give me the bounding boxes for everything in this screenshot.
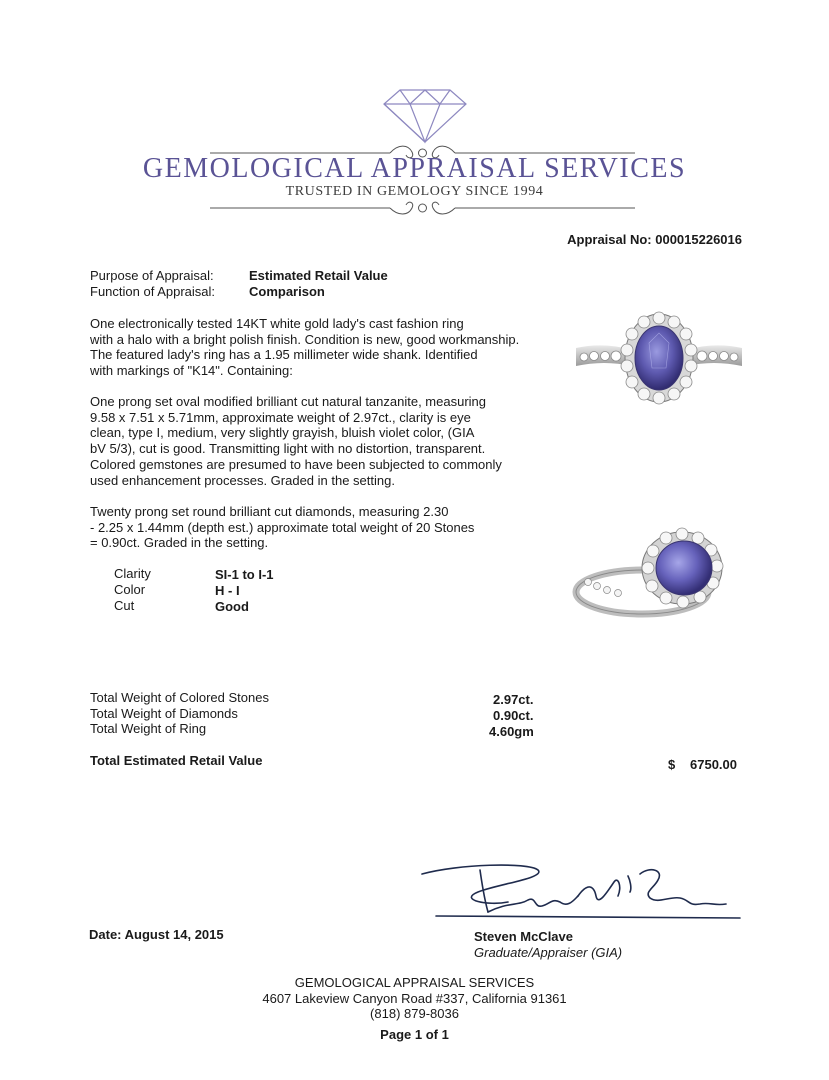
- function-label: Function of Appraisal:: [90, 284, 216, 299]
- grade-clarity-label: Clarity: [114, 566, 151, 581]
- retail-value-label: Total Estimated Retail Value: [90, 753, 263, 768]
- purpose-label: Purpose of Appraisal:: [90, 268, 214, 283]
- description-paragraph-3: [90, 504, 550, 551]
- total-ring-weight-label: Total Weight of Ring: [90, 721, 207, 736]
- grade-color-label: Color: [114, 582, 146, 597]
- appraiser-title: Graduate/Appraiser (GIA): [474, 945, 623, 960]
- total-colored-stones-label: Total Weight of Colored Stones: [90, 690, 269, 705]
- grade-color-value: H - I: [215, 583, 240, 598]
- description-paragraph-1: [90, 316, 550, 379]
- retail-value-amount: 6750.00: [690, 757, 737, 772]
- total-ring-weight-value: 4.60gm: [489, 724, 534, 739]
- text-line: - 2.25 x 1.44mm (depth est.) approximate total weight of 20 Stones: [90, 519, 475, 535]
- text-line: One electronically tested 14KT white gold lady's cast fashion ring: [90, 316, 464, 331]
- grade-cut-value: Good: [215, 599, 249, 614]
- footer-company: GEMOLOGICAL APPRAISAL SERVICES: [294, 975, 535, 990]
- appraisal-date: Date: August 14, 2015: [89, 927, 224, 942]
- ornament-divider-bottom: [210, 198, 635, 218]
- function-value: Comparison: [249, 284, 325, 299]
- total-colored-stones-value: 2.97ct.: [493, 692, 534, 707]
- text-line: The featured lady's ring has a 1.95 millimeter wide shank. Identified: [90, 347, 478, 363]
- text-line: Colored gemstones are presumed to have been subjected to commonly: [90, 456, 502, 472]
- text-line: One prong set oval modified brilliant cut natural tanzanite, measuring: [90, 394, 486, 409]
- ring-photo-top-view: [574, 308, 744, 408]
- text-line: = 0.90ct. Graded in the setting.: [90, 535, 269, 551]
- diamond-icon: [380, 86, 470, 146]
- company-tagline: TRUSTED IN GEMOLOGY SINCE 1994: [285, 184, 544, 199]
- text-line: clean, type I, medium, very slightly grayish, bluish violet color, (GIA: [90, 425, 475, 441]
- appraiser-name: Steven McClave: [474, 929, 573, 944]
- footer-phone: (818) 879-8036: [370, 1006, 459, 1021]
- grade-cut-label: Cut: [114, 598, 135, 613]
- total-diamonds-label: Total Weight of Diamonds: [90, 706, 238, 721]
- purpose-value: Estimated Retail Value: [249, 268, 388, 283]
- footer-address: 4607 Lakeview Canyon Road #337, California 91361: [262, 991, 567, 1006]
- appraisal-number: Appraisal No: 000015226016: [567, 232, 742, 247]
- text-line: with a halo with a bright polish finish. Condition is new, good workmanship.: [90, 331, 520, 347]
- currency-symbol: $: [668, 757, 676, 772]
- ring-photo-side-view: [572, 520, 744, 632]
- page-number: Page 1 of 1: [380, 1027, 449, 1042]
- description-paragraph-2: [90, 394, 550, 488]
- grade-clarity-value: SI-1 to I-1: [215, 567, 274, 582]
- text-line: 9.58 x 7.51 x 5.71mm, approximate weight of 2.97ct., clarity is eye: [90, 409, 471, 425]
- company-name: GEMOLOGICAL APPRAISAL SERVICES: [142, 153, 687, 184]
- text-line: Twenty prong set round brilliant cut diamonds, measuring 2.30: [90, 504, 449, 519]
- text-line: with markings of "K14". Containing:: [90, 363, 293, 379]
- text-line: bV 5/3), cut is good. Transmitting light with no distortion, transparent.: [90, 441, 486, 457]
- text-line: used enhancement processes. Graded in the setting.: [90, 472, 395, 488]
- appraiser-signature: [418, 862, 743, 926]
- total-diamonds-value: 0.90ct.: [493, 708, 534, 723]
